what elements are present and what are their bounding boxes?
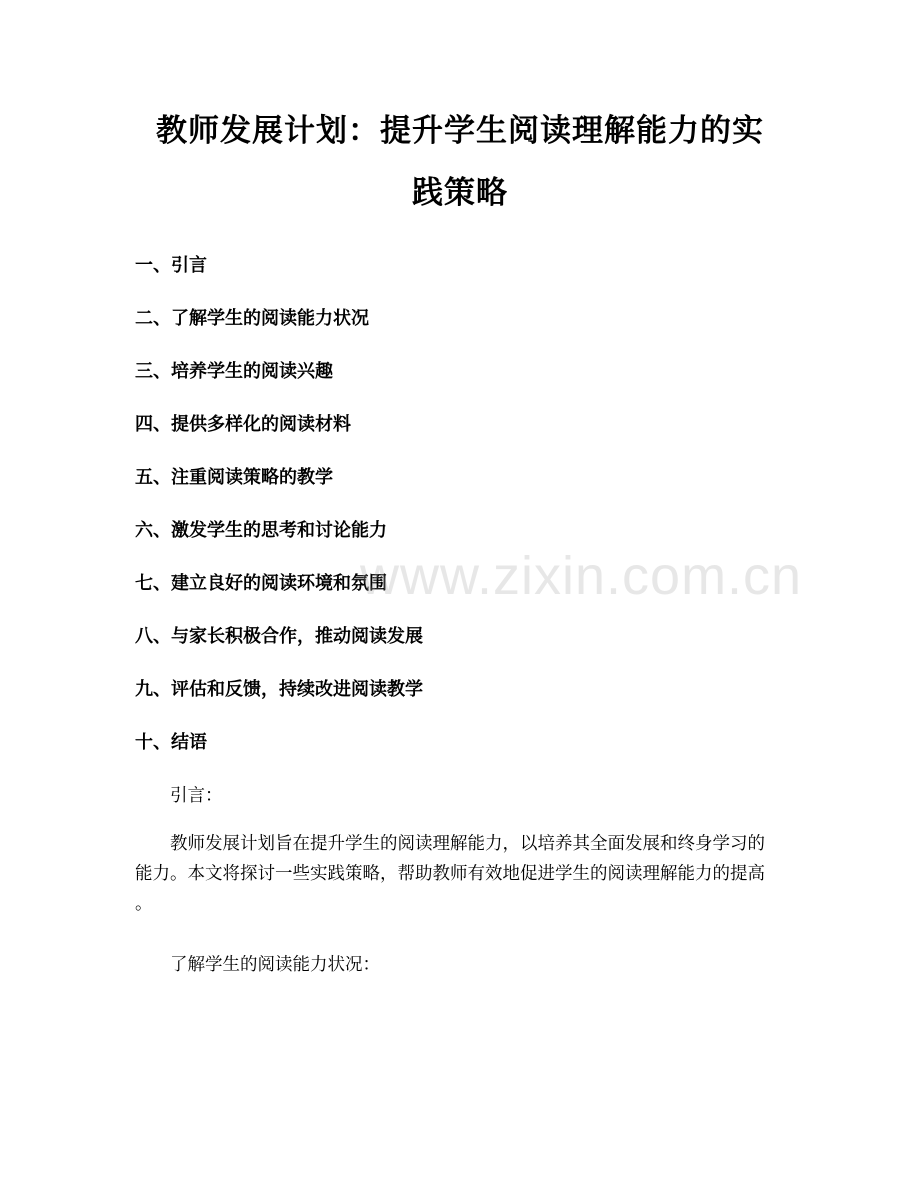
toc-item: 三、培养学生的阅读兴趣 xyxy=(135,361,333,382)
toc-item: 四、提供多样化的阅读材料 xyxy=(135,414,351,435)
watermark: www.zixin.com.cn xyxy=(360,546,803,606)
toc-item: 九、评估和反馈，持续改进阅读教学 xyxy=(135,679,423,700)
toc-item: 七、建立良好的阅读环境和氛围 xyxy=(135,573,387,594)
title-line-1: 教师发展计划：提升学生阅读理解能力的实 xyxy=(156,113,764,149)
intro-line-2: 能力。本文将探讨一些实践策略，帮助教师有效地促进学生的阅读理解能力的提高 xyxy=(135,864,765,884)
document-title xyxy=(110,100,810,224)
understand-heading: 了解学生的阅读能力状况： xyxy=(170,955,380,975)
intro-line-3: 。 xyxy=(135,894,153,914)
toc-item: 二、了解学生的阅读能力状况 xyxy=(135,308,369,329)
table-of-contents xyxy=(135,250,423,780)
intro-line-1: 教师发展计划旨在提升学生的阅读理解能力，以培养其全面发展和终身学习的 xyxy=(170,834,765,854)
toc-item: 五、注重阅读策略的教学 xyxy=(135,467,333,488)
title-line-2: 践策略 xyxy=(412,175,508,211)
intro-heading: 引言： xyxy=(170,786,223,806)
toc-item: 一、引言 xyxy=(135,255,207,276)
toc-item: 八、与家长积极合作，推动阅读发展 xyxy=(135,626,423,647)
intro-paragraph xyxy=(135,829,785,919)
toc-item: 六、激发学生的思考和讨论能力 xyxy=(135,520,387,541)
toc-item: 十、结语 xyxy=(135,732,207,753)
